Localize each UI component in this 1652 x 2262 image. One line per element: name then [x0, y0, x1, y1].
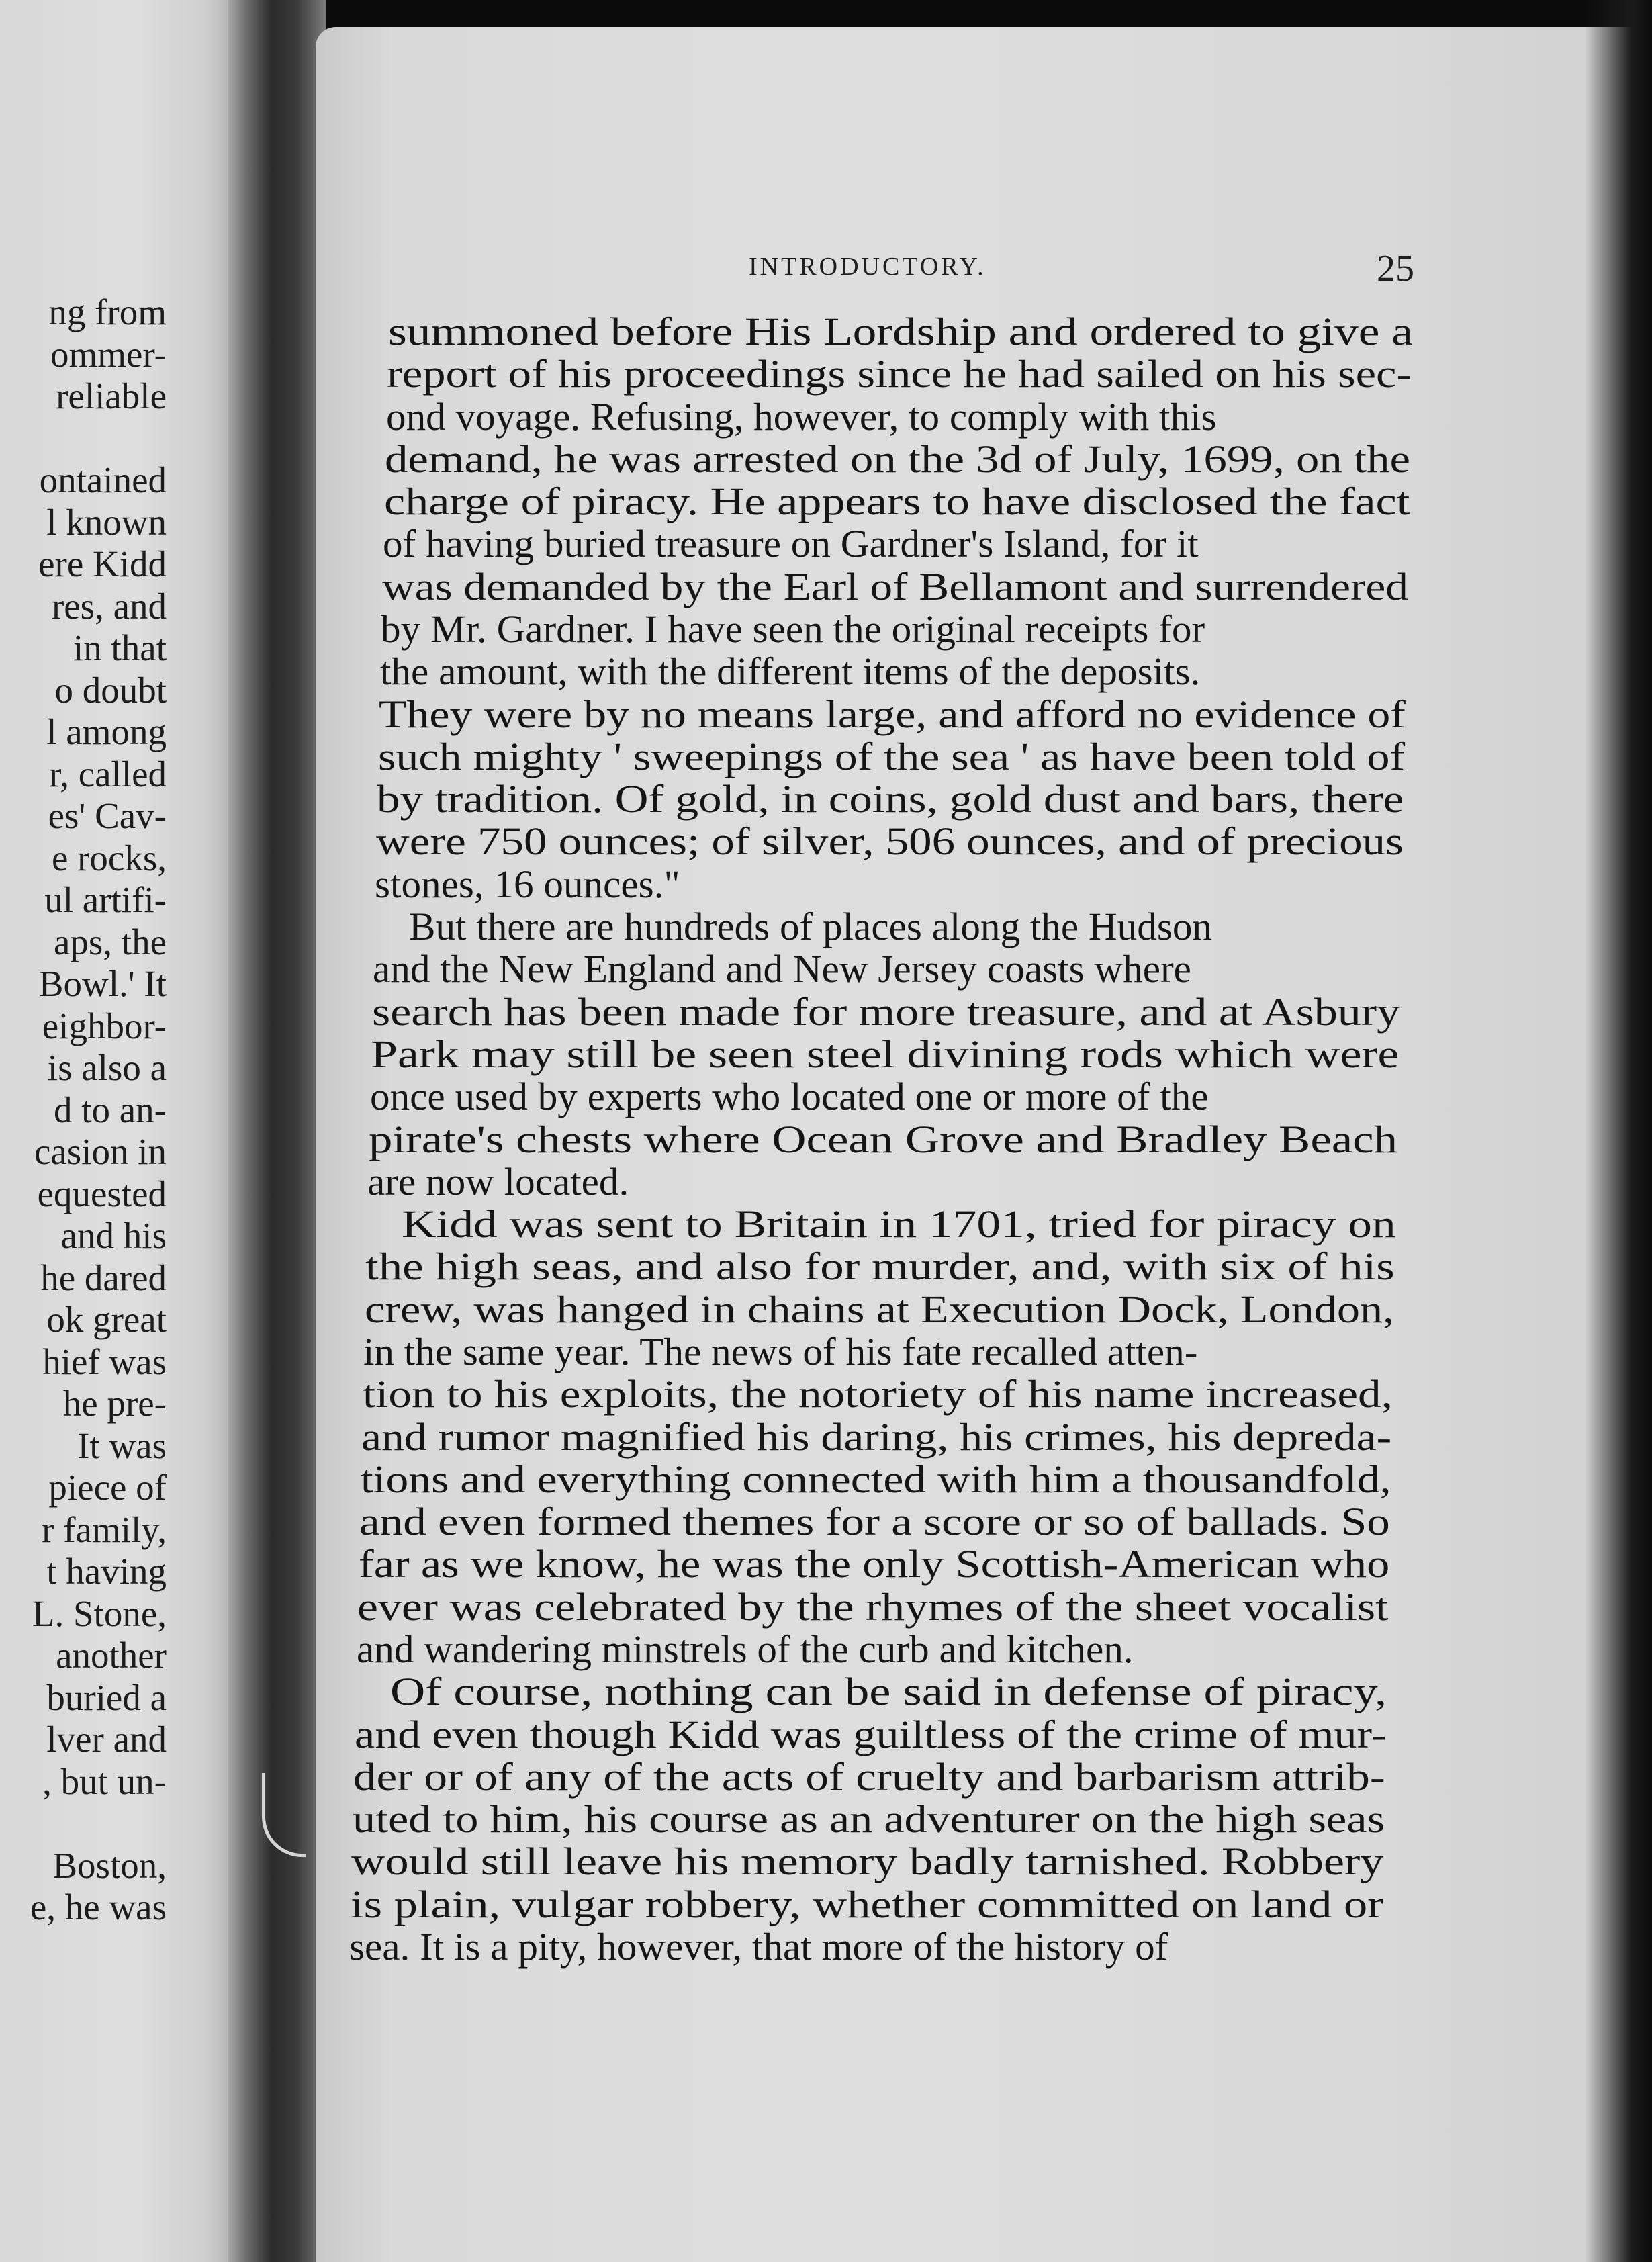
- body-line: summoned before His Lordship and ordered to give a: [388, 310, 1413, 353]
- body-line: the high seas, and also for murder, and, with six of his: [365, 1245, 1395, 1289]
- body-line: Of course, nothing can be said in defense of piracy,: [390, 1670, 1387, 1714]
- body-line: Kidd was sent to Britain in 1701, tried for piracy on: [401, 1202, 1396, 1247]
- body-line: are now located.: [367, 1159, 629, 1204]
- body-line: in the same year. The news of his fate recalled atten-: [363, 1329, 1198, 1373]
- body-line: and even formed themes for a score or so of ballads. So: [359, 1500, 1391, 1544]
- left-page-line: ok great: [46, 1299, 167, 1340]
- left-page-line: hief was: [42, 1341, 167, 1382]
- left-page-line: in that: [73, 627, 167, 668]
- left-page-line: , but un-: [42, 1760, 167, 1802]
- body-line: der or of any of the acts of cruelty and barbarism attrib-: [353, 1754, 1385, 1799]
- left-page-line: reliable: [56, 375, 167, 416]
- left-page-line: ng from: [48, 291, 167, 332]
- body-line: uted to him, his course as an adventurer on the high seas: [352, 1797, 1385, 1842]
- body-line: such mighty ' sweepings of the sea ' as have been told of: [377, 734, 1405, 778]
- body-line: crew, was hanged in chains at Execution Dock, London,: [364, 1287, 1395, 1331]
- left-page-line: o doubt: [54, 669, 167, 711]
- left-page-line: aps, the: [53, 921, 167, 962]
- body-line: tions and everything connected with him a thousandfold,: [360, 1457, 1391, 1501]
- left-facing-page: [0, 0, 228, 2262]
- left-page-line: ere Kidd: [38, 543, 167, 584]
- body-line: tion to his exploits, the notoriety of his name increased,: [362, 1372, 1393, 1416]
- body-line: far as we know, he was the only Scottish-American who: [358, 1542, 1389, 1586]
- left-page-line: It was: [77, 1424, 167, 1466]
- running-head: INTRODUCTORY.: [749, 253, 986, 281]
- left-page-line: d to an-: [53, 1089, 167, 1130]
- left-page-line: he dared: [40, 1257, 167, 1298]
- body-line: They were by no means large, and afford no evidence of: [379, 692, 1406, 736]
- left-page-line: t having: [46, 1551, 167, 1592]
- body-line: pirate's chests where Ocean Grove and Bradley Beach: [369, 1117, 1397, 1161]
- body-line: by Mr. Gardner. I have seen the original receipts for: [381, 607, 1205, 651]
- body-line: once used by experts who located one or more of the: [369, 1075, 1209, 1119]
- left-page-line: and his: [60, 1215, 167, 1256]
- left-page-line: ul artifi-: [44, 879, 167, 920]
- left-page-line: ommer-: [50, 333, 167, 375]
- book-gutter-shadow: [228, 0, 326, 2262]
- left-page-line: ontained: [39, 459, 167, 500]
- left-page-line: is also a: [47, 1047, 167, 1088]
- left-page-line: es' Cav-: [48, 795, 167, 836]
- body-line: report of his proceedings since he had sailed on his sec-: [387, 352, 1412, 396]
- body-line: and even though Kidd was guiltless of the crime of mur-: [354, 1712, 1387, 1756]
- body-line: Park may still be seen steel divining rods which were: [371, 1032, 1399, 1076]
- left-page-line: he pre-: [62, 1383, 167, 1424]
- body-line: charge of piracy. He appears to have disclosed the fact: [383, 480, 1410, 524]
- left-page-line: r, called: [49, 753, 167, 795]
- body-line: of having buried treasure on Gardner's Island, for it: [383, 522, 1199, 566]
- left-page-line: Bowl.' It: [38, 963, 167, 1004]
- body-line: would still leave his memory badly tarnished. Robbery: [351, 1840, 1384, 1884]
- body-line: search has been made for more treasure, and at Asbury: [371, 989, 1400, 1034]
- left-page-line: eighbor-: [42, 1005, 167, 1046]
- left-page-line: l among: [46, 711, 167, 752]
- left-page-line: L. Stone,: [32, 1592, 167, 1634]
- body-line: were 750 ounces; of silver, 506 ounces, and of precious: [375, 819, 1404, 864]
- left-page-line: equested: [37, 1173, 167, 1214]
- body-line: and wandering minstrels of the curb and kitchen.: [356, 1627, 1134, 1671]
- body-line: But there are hundreds of places along the Hudson: [408, 905, 1212, 949]
- left-page-line: casion in: [34, 1131, 167, 1172]
- body-line: and the New England and New Jersey coasts where: [373, 947, 1192, 991]
- page-number: 25: [1377, 248, 1414, 289]
- body-line: and rumor magnified his daring, his crimes, his depreda-: [361, 1414, 1392, 1459]
- left-page-line: another: [56, 1635, 167, 1676]
- body-line: is plain, vulgar robbery, whether committed on land or: [350, 1882, 1383, 1926]
- body-line: by tradition. Of gold, in coins, gold dust and bars, there: [377, 777, 1404, 821]
- left-page-line: e rocks,: [51, 837, 167, 878]
- body-line: sea. It is a pity, however, that more of the history of: [349, 1925, 1168, 1969]
- body-line: demand, he was arrested on the 3d of July, 1699, on the: [385, 437, 1411, 481]
- left-page-line: r family,: [42, 1508, 167, 1550]
- body-line: the amount, with the different items of the deposits.: [379, 649, 1201, 694]
- left-page-line: l known: [46, 501, 167, 543]
- left-page-line: lver and: [46, 1719, 167, 1760]
- scan-right-edge: [1585, 0, 1652, 2262]
- body-line: was demanded by the Earl of Bellamont and surrendered: [381, 564, 1408, 608]
- left-page-line: e, he was: [30, 1887, 167, 1928]
- body-line: ond voyage. Refusing, however, to comply with this: [385, 394, 1217, 439]
- body-line: stones, 16 ounces.": [375, 862, 680, 906]
- body-line: ever was celebrated by the rhymes of the sheet vocalist: [357, 1584, 1389, 1629]
- left-page-line: piece of: [48, 1467, 167, 1508]
- left-page-line: res, and: [51, 585, 167, 627]
- left-page-line: buried a: [46, 1676, 167, 1718]
- left-page-line: Boston,: [52, 1844, 167, 1886]
